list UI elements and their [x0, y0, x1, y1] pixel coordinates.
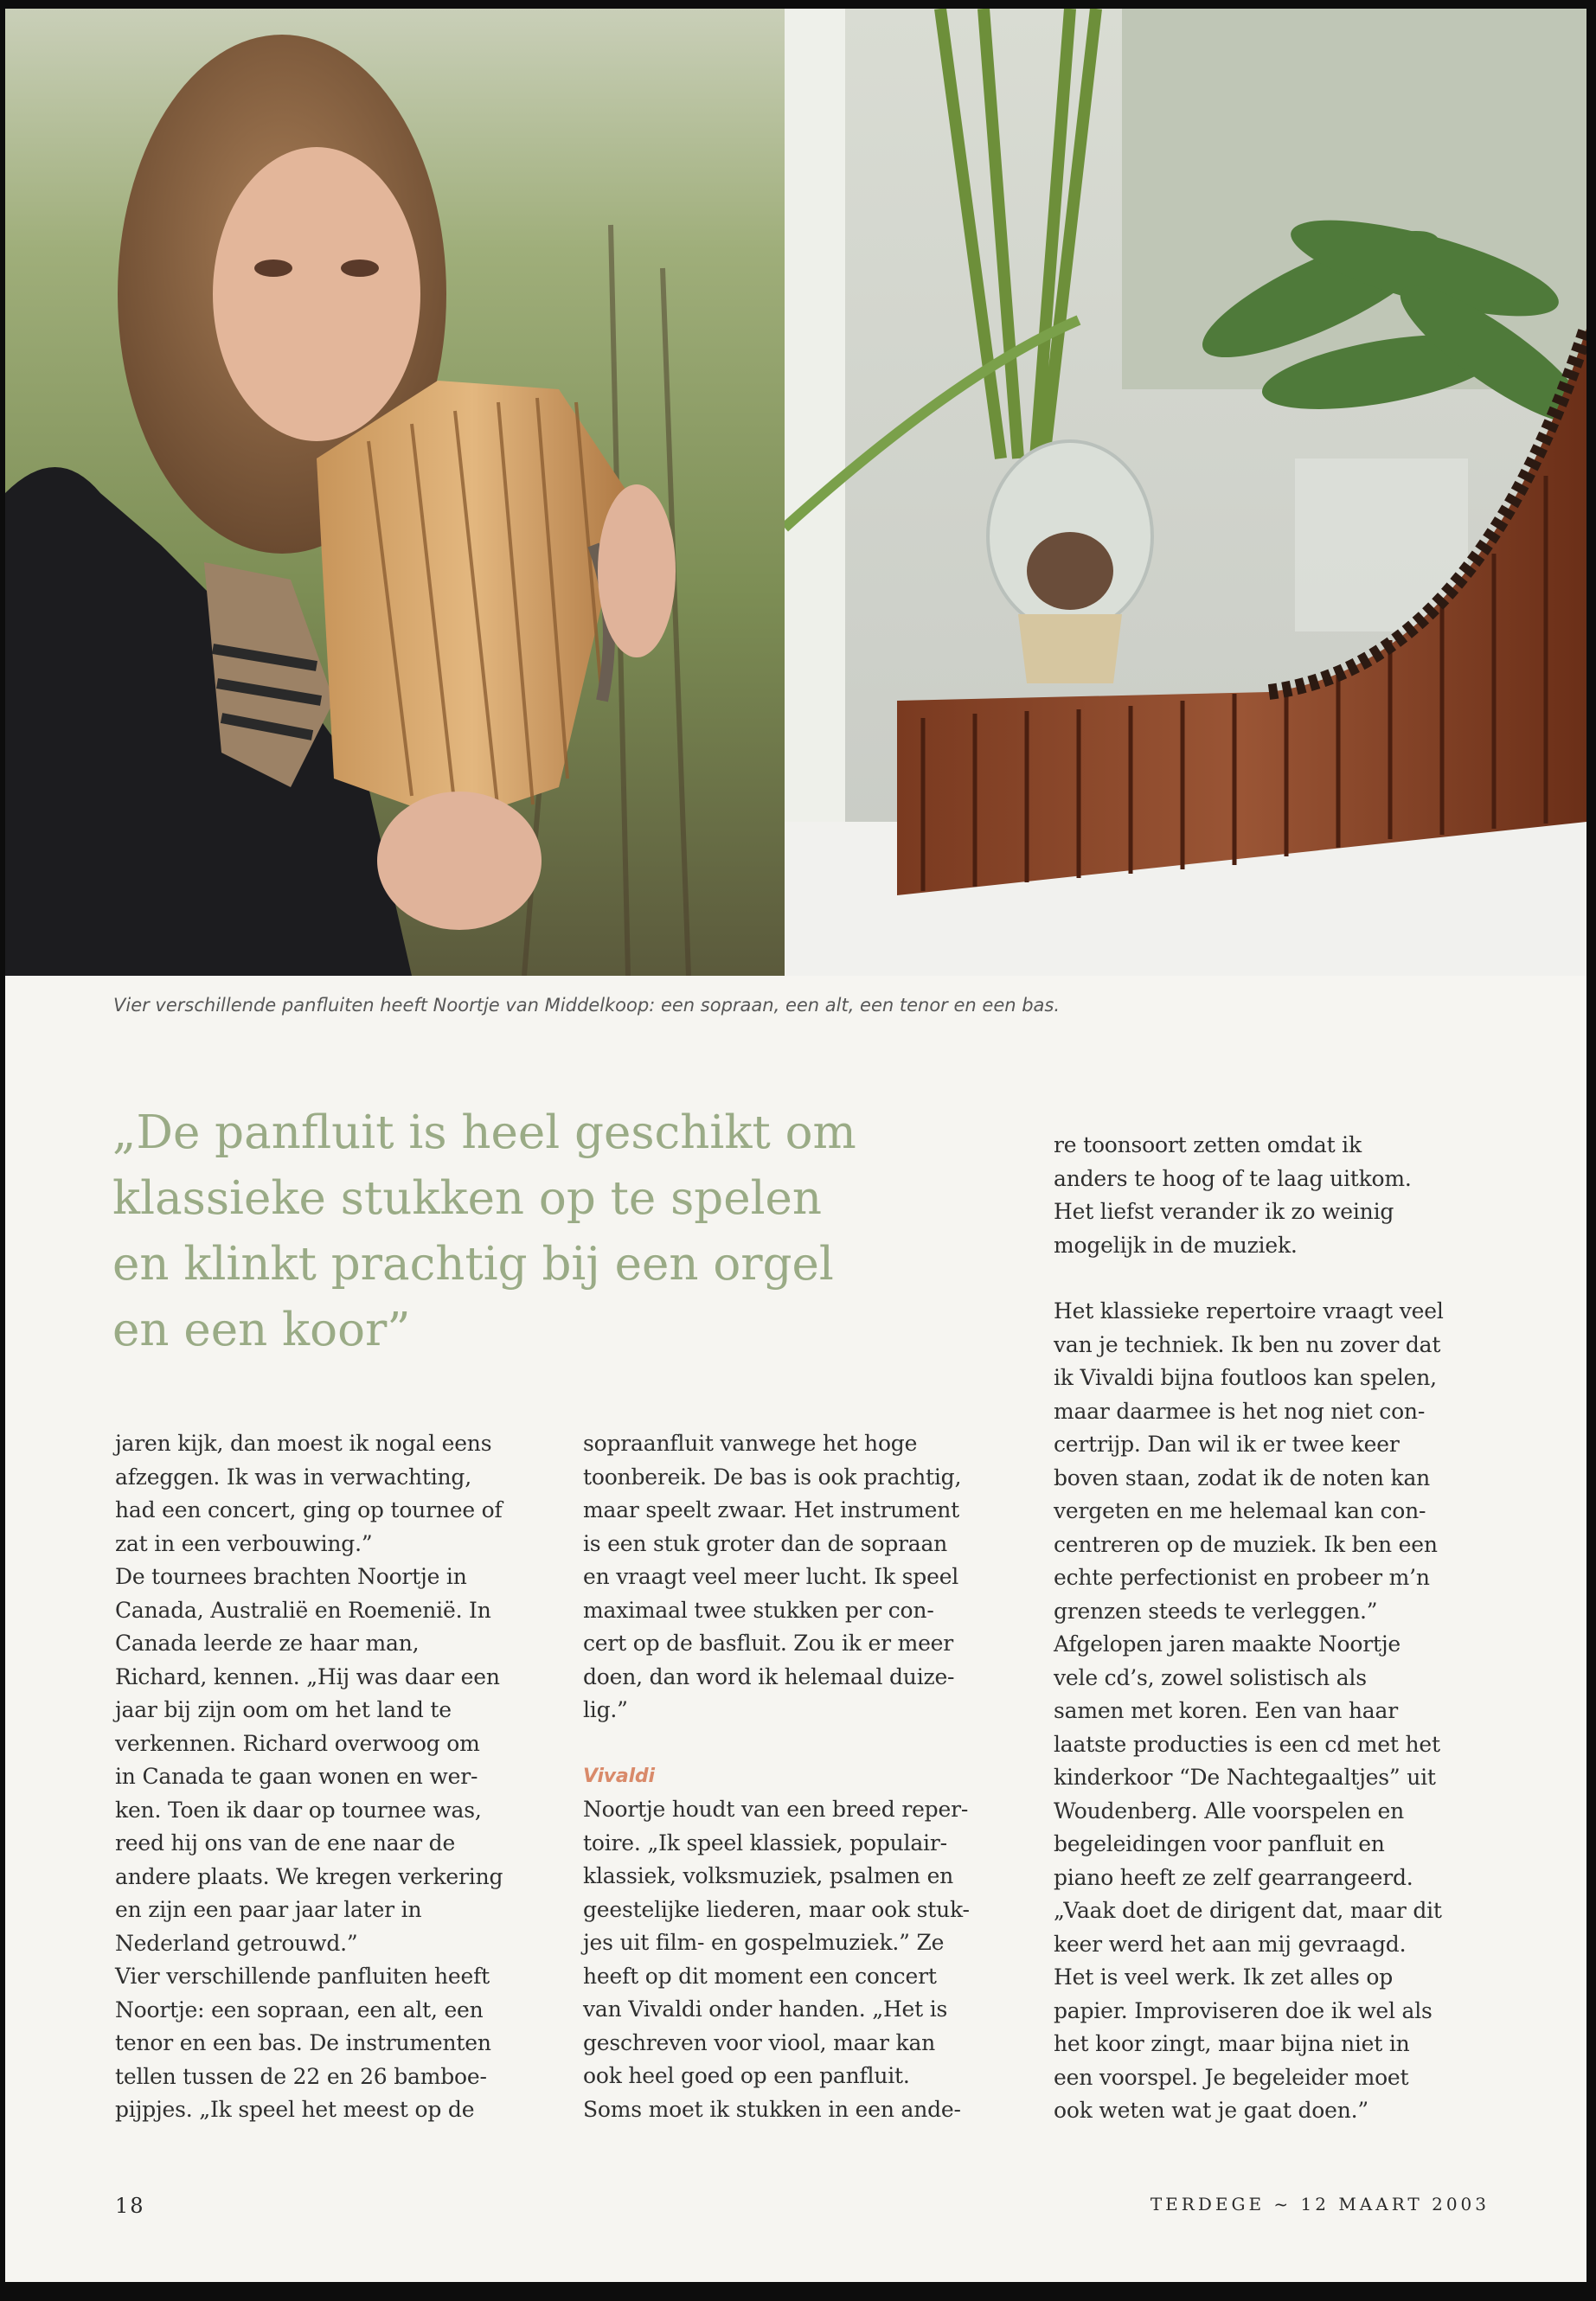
paragraph: jaren kijk, dan moest ik nogal eens afzeggen. Ik was in verwachting, had een concert, ging op tournee of zat in een verbouwing.”: [115, 1431, 503, 1556]
magazine-issue-info: TERDEGE ~ 12 MAART 2003: [1150, 2194, 1490, 2214]
text-column-1: [115, 1427, 565, 2127]
magazine-page: [5, 9, 1586, 2282]
paragraph-gap: [1054, 1262, 1503, 1295]
paragraph: Vier verschillende panfluiten heeft Noortje: een sopraan, een alt, een tenor en een bas. De instrumenten tellen tussen de 22 en 26 bamboe- pijpjes. „Ik speel het meest op de: [115, 1964, 491, 2122]
paragraph: Het klassieke repertoire vraagt veel van je techniek. Ik ben nu zover dat ik Vivaldi bijna foutloos kan spelen, maar daarmee is het nog niet con- certrijp. Dan wil ik er twee keer boven staan, zodat ik de noten kan vergeten en me helemaal kan con- centreren op de muziek. Ik ben een echte perfectionist en probeer m’n grenzen steeds te verleggen.”: [1054, 1298, 1444, 1624]
pull-quote: „De panfluit is heel geschikt om klassieke stukken op te spelen en klinkt prachtig bij een orgel en een koor”: [112, 1106, 856, 1356]
paragraph: re toonsoort zetten omdat ik anders te hoog of te laag uitkom. Het liefst verander ik zo weinig mogelijk in de muziek.: [1054, 1132, 1412, 1258]
paragraph: De tournees brachten Noortje in Canada, Australië en Roemenië. In Canada leerde ze haar man, Richard, kennen. „Hij was daar een jaar bij zijn oom om het land te verkennen. Richard overwoog om in Canada te gaan wonen en wer- ken. Toen ik daar op tournee was, reed hij ons van de ene naar de andere plaats. We kregen verkering en zijn een paar jaar later in Nederland getrouwd.”: [115, 1564, 503, 1956]
paragraph: Noortje houdt van een breed reper- toire. „Ik speel klassiek, populair- klassiek, volksmuziek, psalmen en geestelijke liederen, maar ook stuk- jes uit film- en gospelmuziek.” Ze heeft op dit moment een concert van Vivaldi onder handen. „Het is geschreven voor viool, maar kan ook heel goed op een panfluit. Soms moet ik stukken in een ande-: [583, 1797, 970, 2122]
text-column-3: [1054, 1129, 1503, 2128]
section-subheading: Vivaldi: [583, 1765, 655, 1787]
photo-caption: Vier verschillende panfluiten heeft Noortje van Middelkoop: een sopraan, een alt, een tenor en een bas.: [113, 995, 1061, 1016]
panflute-windowsill-photo: [785, 9, 1586, 976]
paragraph: sopraanfluit vanwege het hoge toonbereik. De bas is ook prachtig, maar speelt zwaar. Het instrument is een stuk groter dan de sopraan en vraagt veel meer lucht. Ik speel maximaal twee stukken per con- cert op de basfluit. Zou ik er meer doen, dan word ik helemaal duize- lig.”: [583, 1431, 962, 1722]
page-number: 18: [115, 2194, 145, 2218]
paragraph: Afgelopen jaren maakte Noortje vele cd’s, zowel solistisch als samen met koren. Een van haar laatste producties is een cd met het kinderkoor “De Nachtegaaltjes” uit Woudenberg. Alle voorspelen en begeleidingen voor panfluit en piano heeft ze zelf gearrangeerd. „Vaak doet de dirigent dat, maar dit keer werd het aan mij gevraagd. Het is veel werk. Ik zet alles op papier. Improviseren doe ik wel als het koor zingt, maar bijna niet in een voorspel. Je begeleider moet ook weten wat je gaat doen.”: [1054, 1631, 1442, 2123]
text-column-2: [583, 1427, 1033, 2126]
woman-playing-panflute-photo: [5, 9, 785, 976]
